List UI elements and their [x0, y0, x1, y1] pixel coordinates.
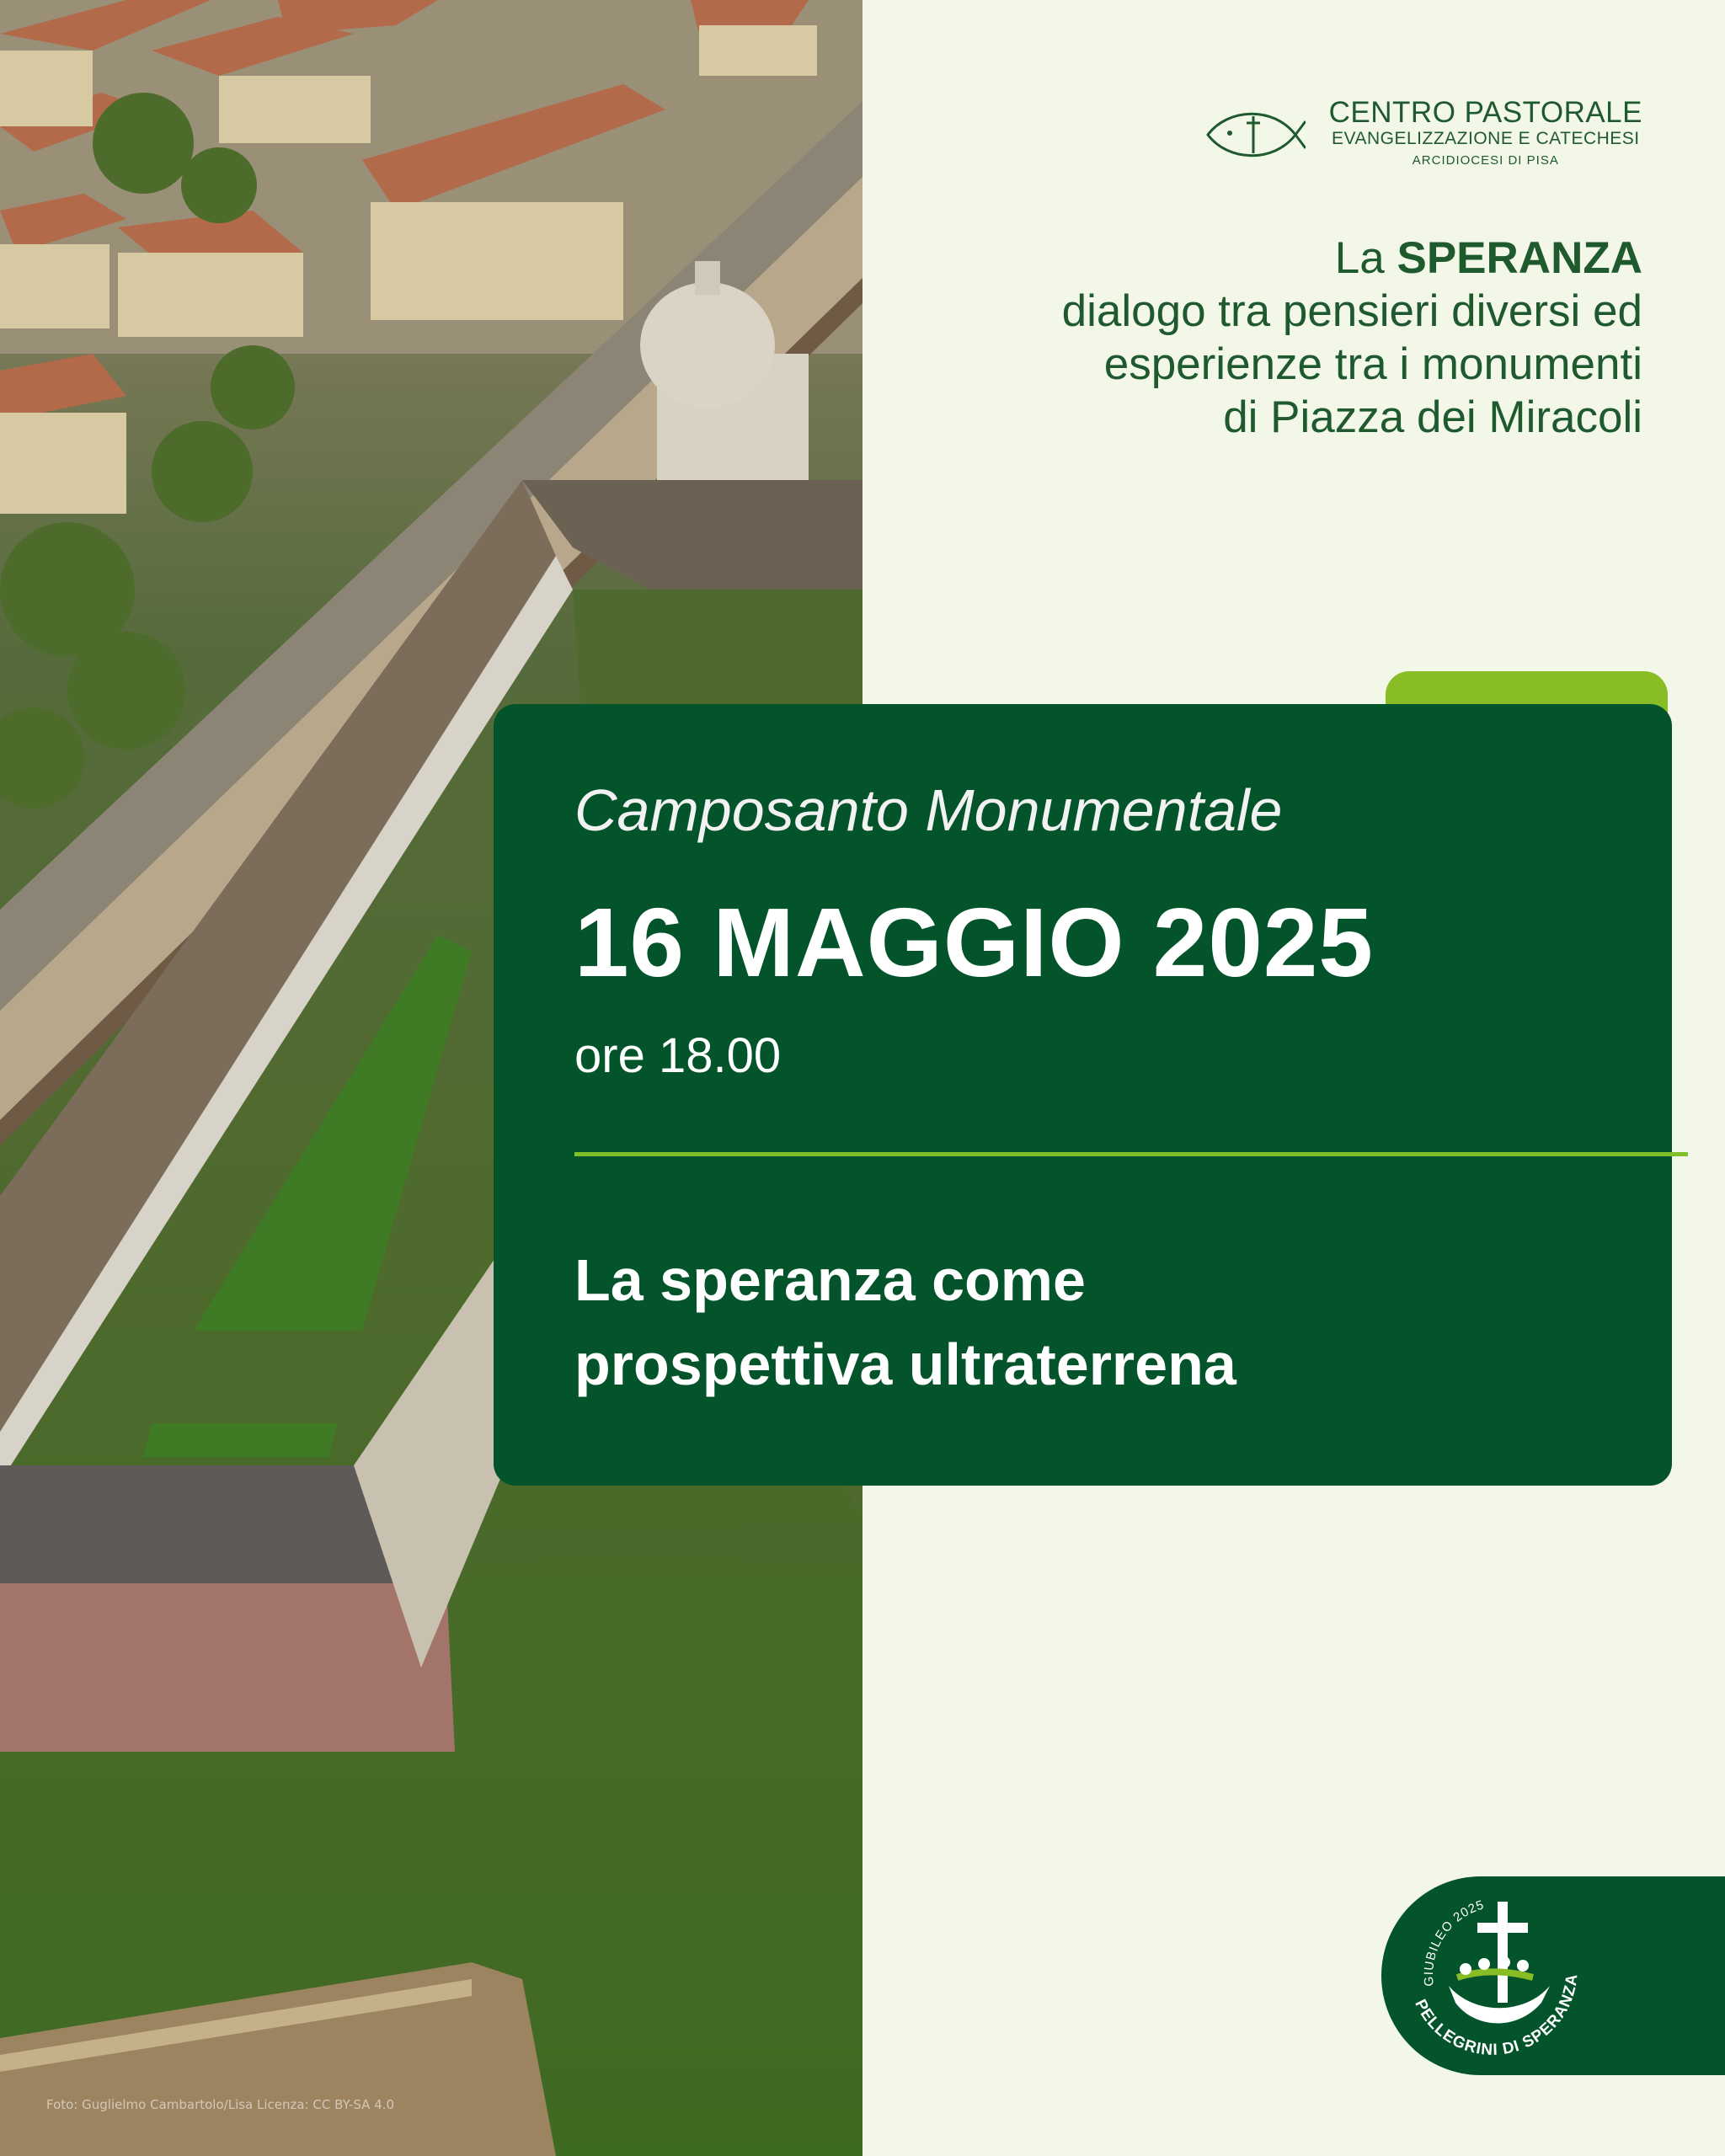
event-card: [494, 704, 1672, 1486]
jubilee-bottom-text: PELLEGRINI DI SPERANZA: [1411, 1972, 1582, 2059]
event-venue: Camposanto Monumentale: [574, 777, 1283, 843]
event-divider: [574, 1152, 1688, 1156]
series-intro: [884, 232, 1642, 444]
organization-text: [1329, 97, 1642, 173]
organization-name: CENTRO PASTORALE: [1328, 96, 1642, 129]
event-time: ore 18.00: [574, 1028, 782, 1083]
series-line-2: esperienze tra i monumenti: [1103, 339, 1642, 389]
organization-subtitle: EVANGELIZZAZIONE E CATECHESI: [1332, 129, 1640, 148]
jubilee-top-text: GIUBILEO 2025: [1421, 1897, 1487, 1988]
event-topic: [574, 1238, 1543, 1406]
fish-icon: [1204, 101, 1306, 168]
event-topic-line-1: La speranza come: [574, 1247, 1086, 1313]
organization-diocese: ARCIDIOCESI DI PISA: [1412, 153, 1559, 168]
organization-logo: [1204, 97, 1642, 173]
jubilee-badge: [1381, 1876, 1725, 2075]
series-line-3: di Piazza dei Miracoli: [1223, 392, 1642, 442]
event-topic-line-2: prospettiva ultraterrena: [574, 1331, 1236, 1397]
event-date: 16 MAGGIO 2025: [574, 888, 1374, 997]
jubilee-cross-boat-icon: [1381, 1876, 1725, 2075]
series-title: SPERANZA: [1397, 233, 1642, 283]
photo-credit: Foto: Guglielmo Cambartolo/Lisa Licenza: CC BY-SA 4.0: [46, 2097, 395, 2112]
series-title-line: [884, 232, 1642, 285]
series-prefix: La: [1334, 233, 1385, 283]
series-line-1: dialogo tra pensieri diversi ed: [1061, 286, 1642, 336]
